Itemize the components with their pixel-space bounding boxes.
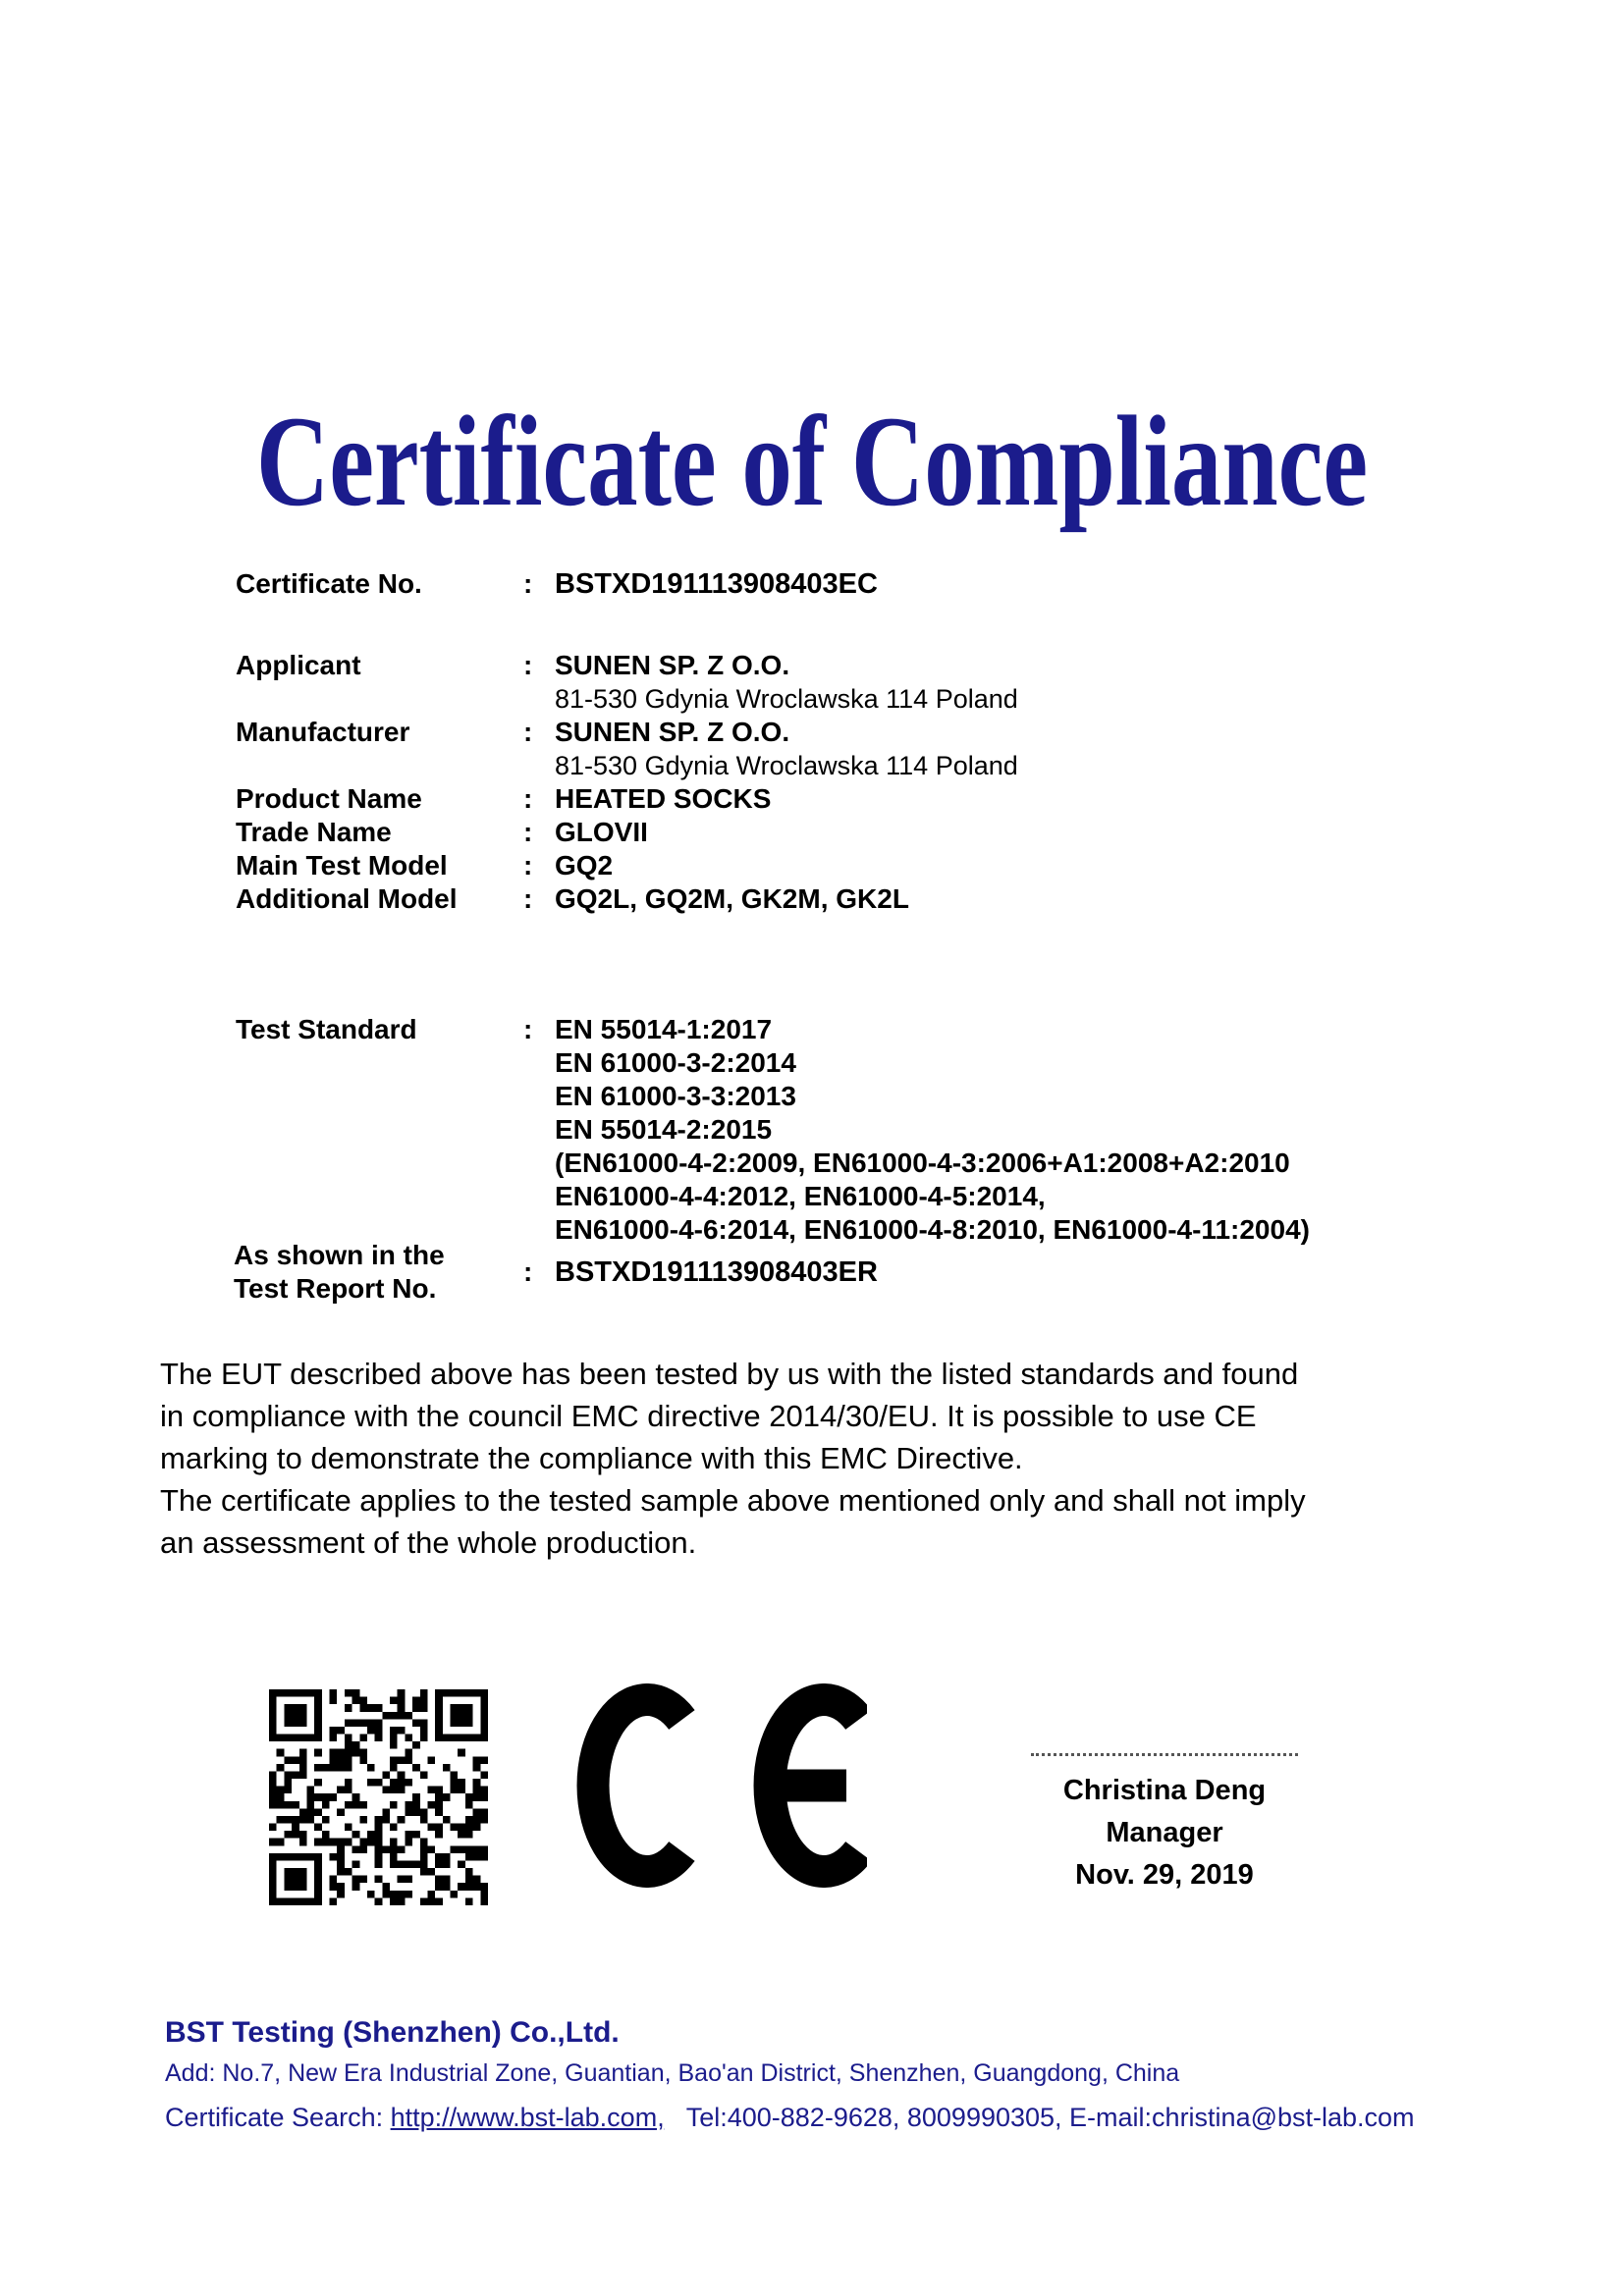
test-standard-line: EN 61000-3-2:2014	[555, 1047, 796, 1078]
statement-line: marking to demonstrate the compliance with this EMC Directive.	[160, 1441, 1023, 1475]
field-value: GQ2L, GQ2M, GK2M, GK2L	[555, 883, 909, 914]
footer-search-label: Certificate Search:	[165, 2103, 391, 2132]
field-value: SUNEN SP. Z O.O.	[555, 717, 790, 747]
field-colon: :	[523, 568, 533, 599]
footer-address: Add: No.7, New Era Industrial Zone, Guantian, Bao'an District, Shenzhen, Guangdong, China	[165, 2059, 1180, 2087]
footer-company: BST Testing (Shenzhen) Co.,Ltd.	[165, 2016, 620, 2049]
test-report-label-line2: Test Report No.	[234, 1273, 437, 1304]
field-label: Trade Name	[236, 817, 392, 847]
test-standard-line: (EN61000-4-2:2009, EN61000-4-3:2006+A1:2008+A2:2010	[555, 1148, 1290, 1178]
applicant-address: 81-530 Gdynia Wroclawska 114 Poland	[555, 684, 1018, 714]
signatory-name: Christina Deng	[1062, 1775, 1267, 1806]
signature-date: Nov. 29, 2019	[1075, 1859, 1254, 1891]
field-row-main-test-model	[236, 849, 1473, 882]
field-label: Manufacturer	[236, 717, 410, 747]
test-standard-line: EN 61000-3-3:2013	[555, 1081, 796, 1111]
field-label: Applicant	[236, 650, 361, 680]
field-value: HEATED SOCKS	[555, 783, 772, 814]
qr-code-container	[269, 1689, 488, 1905]
statement-line: The certificate applies to the tested sample above mentioned only and shall not imply	[160, 1483, 1306, 1518]
statement-line: in compliance with the council EMC directive 2014/30/EU. It is possible to use CE	[160, 1399, 1257, 1433]
footer-search-line	[165, 2095, 1540, 2140]
field-value: SUNEN SP. Z O.O.	[555, 650, 790, 680]
ce-mark-container	[576, 1683, 867, 1888]
field-label: Test Standard	[236, 1014, 417, 1044]
statement-line: The EUT described above has been tested by us with the listed standards and found	[160, 1357, 1299, 1391]
ce-mark-icon	[576, 1683, 867, 1888]
field-row-additional-model	[236, 882, 1473, 916]
field-row-certificate-no	[236, 567, 1473, 601]
field-value: BSTXD191113908403EC	[555, 568, 878, 600]
field-colon: :	[523, 1014, 533, 1044]
test-report-label-line1: As shown in the	[234, 1240, 445, 1270]
field-colon: :	[523, 1256, 533, 1287]
certificate-fields	[236, 567, 1473, 916]
field-colon: :	[523, 817, 533, 847]
test-standard-line: EN 55014-1:2017	[555, 1014, 773, 1044]
manufacturer-address: 81-530 Gdynia Wroclawska 114 Poland	[555, 751, 1018, 780]
signatory-role: Manager	[1106, 1817, 1223, 1848]
footer-contact-info: Tel:400-882-9628, 8009990305, E-mail:christina@bst-lab.com	[664, 2103, 1415, 2132]
field-row-test-report	[234, 1239, 1510, 1306]
field-row-manufacturer	[236, 716, 1473, 749]
signature-block	[1021, 1743, 1308, 1896]
field-row-product-name	[236, 782, 1473, 816]
field-value: GQ2	[555, 850, 614, 881]
field-colon: :	[523, 717, 533, 747]
field-colon: :	[523, 883, 533, 914]
field-row-trade-name	[236, 816, 1473, 849]
field-row-test-standard	[236, 1013, 1512, 1247]
field-colon: :	[523, 650, 533, 680]
qr-code-icon	[269, 1689, 488, 1905]
field-label: Additional Model	[236, 883, 458, 914]
field-label: Product Name	[236, 783, 422, 814]
field-label: Main Test Model	[236, 850, 448, 881]
test-standard-lines	[555, 1013, 1512, 1247]
footer-search-url[interactable]: http://www.bst-lab.com,	[390, 2103, 665, 2132]
field-colon: :	[523, 850, 533, 881]
test-standard-line: EN61000-4-4:2012, EN61000-4-5:2014,	[555, 1181, 1046, 1211]
statement-line: an assessment of the whole production.	[160, 1525, 697, 1560]
test-standard-line: EN 55014-2:2015	[555, 1114, 773, 1145]
field-label	[234, 1239, 523, 1306]
signature-dotted-line	[1031, 1753, 1298, 1756]
page-title: Certificate of Compliance	[255, 389, 1369, 533]
test-standard-line: EN61000-4-6:2014, EN61000-4-8:2010, EN61000-4-11:2004)	[555, 1214, 1310, 1245]
field-colon: :	[523, 783, 533, 814]
field-row-applicant	[236, 649, 1473, 682]
field-value: BSTXD191113908403ER	[555, 1255, 878, 1288]
footer	[165, 2014, 1540, 2140]
field-label: Certificate No.	[236, 568, 422, 599]
field-value: GLOVII	[555, 817, 648, 847]
compliance-statement	[160, 1353, 1476, 1564]
